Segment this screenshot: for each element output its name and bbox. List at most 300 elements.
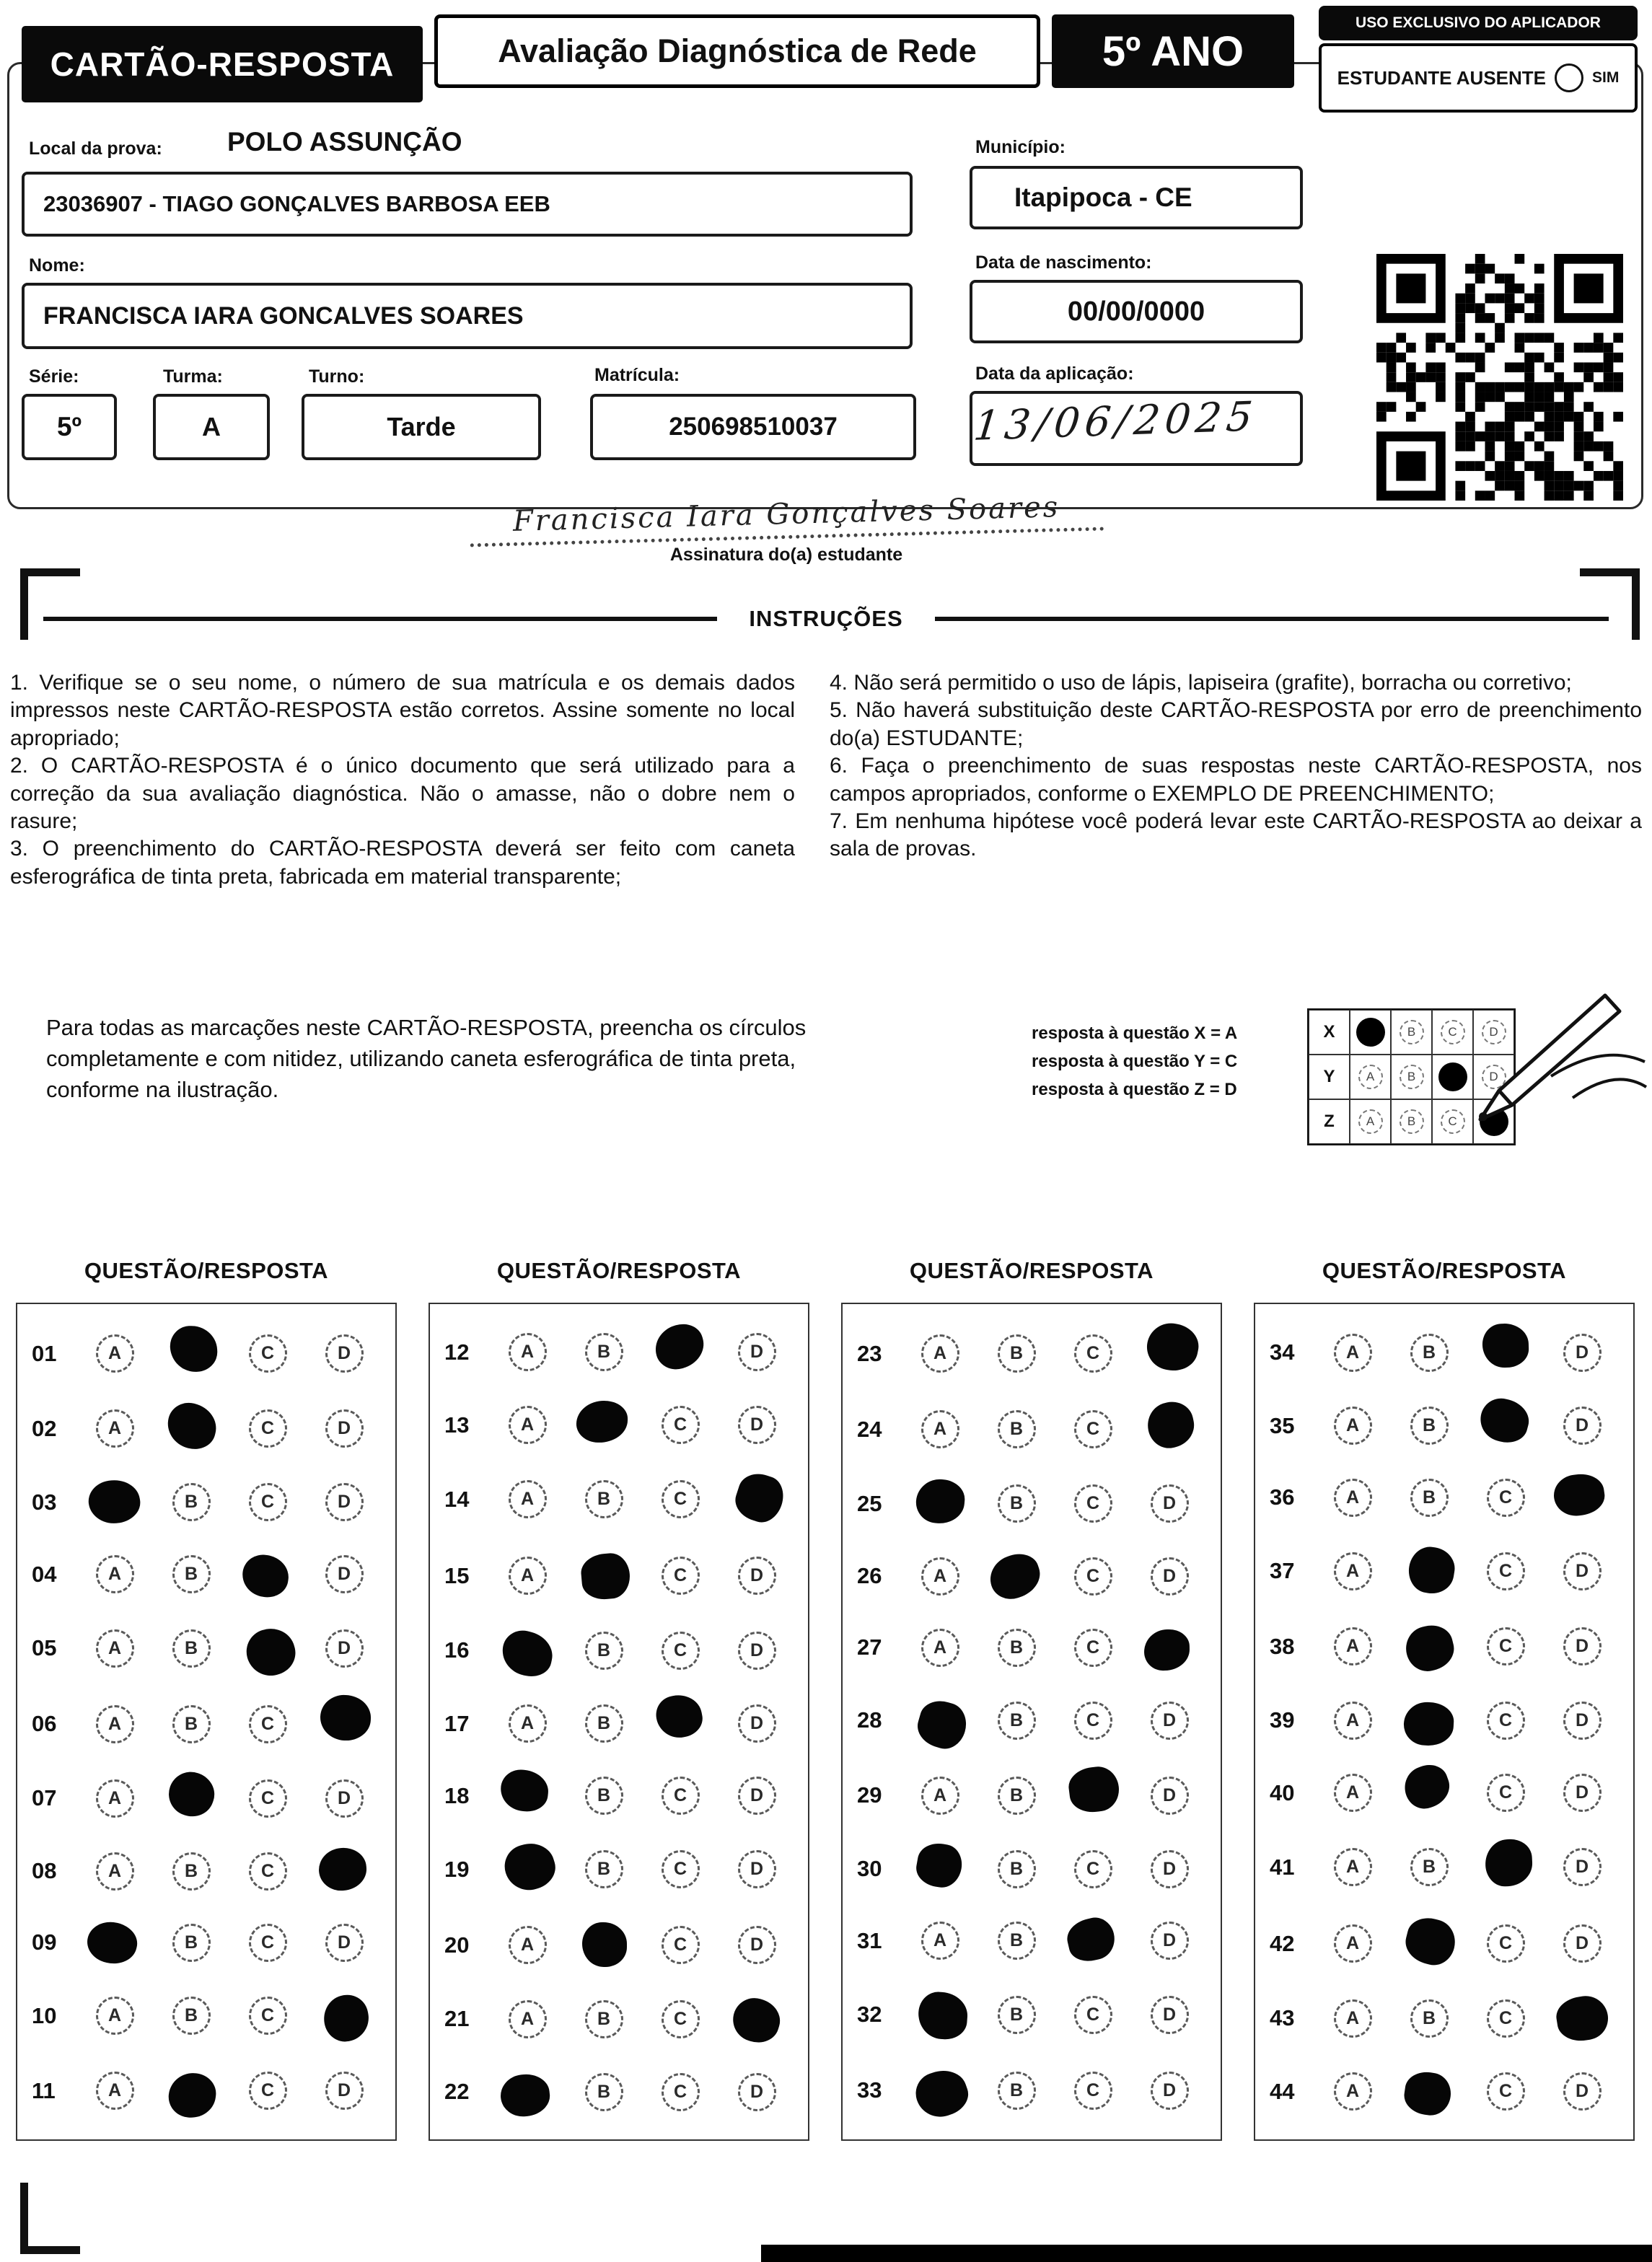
question-row: [1262, 1772, 1626, 1814]
bubble-A: A: [509, 1480, 547, 1518]
bubble-cell: [642, 1632, 719, 1670]
bubble-B: B: [998, 1629, 1036, 1667]
bubble-cell: [719, 1997, 795, 2041]
instruction-item: 5. Não haverá substituição deste CARTÃO-RESPOSTA por erro de preenchimento do(a) ESTUDANTE;: [830, 698, 1642, 750]
bubble-cell: [978, 1410, 1055, 1448]
bubble-cell: [902, 1697, 978, 1743]
bubble-C: C: [1487, 1479, 1525, 1517]
bubble-cell: [76, 1705, 153, 1743]
question-number: 10: [32, 2002, 57, 2028]
bubble-C: C: [1074, 1410, 1112, 1448]
bubble-A: A: [96, 1334, 134, 1373]
question-number: 40: [1270, 1779, 1295, 1805]
question-number: 20: [444, 1932, 470, 1958]
example-option-A: A: [1358, 1065, 1383, 1089]
bubble-D-filled: [1553, 1992, 1611, 2043]
bubble-cell: [1391, 1999, 1467, 2038]
bubble-D: D: [1151, 1484, 1189, 1523]
bubble-D: D: [738, 2073, 776, 2111]
bubble-C: C: [1487, 2072, 1525, 2111]
legend-line: resposta à questão Z = D: [1032, 1079, 1237, 1099]
question-row: [1262, 1844, 1626, 1891]
bubble-cell: [902, 1557, 978, 1596]
serie-label: Série:: [26, 366, 82, 387]
bubble-cell: [1131, 1484, 1208, 1523]
bubble-A: A: [1334, 1848, 1372, 1886]
question-row: [850, 1555, 1213, 1598]
local-value: POLO ASSUNÇÃO: [227, 127, 462, 157]
nome-field: FRANCISCA IARA GONCALVES SOARES: [22, 283, 913, 349]
question-row: [850, 1330, 1213, 1377]
question-row: [25, 1554, 388, 1596]
bubble-D: D: [1151, 1702, 1189, 1740]
example-row-label: X: [1309, 1010, 1350, 1055]
bubble-A: A: [921, 1922, 959, 1960]
bubble-cell: [76, 1481, 153, 1524]
bubble-cell: [902, 1847, 978, 1891]
bubble-A: A: [509, 2000, 547, 2038]
bubble-cell: [1391, 1548, 1467, 1594]
bubble-A: A: [1334, 1774, 1372, 1812]
bubble-cell: [1131, 1557, 1208, 1596]
bubble-B-filled: [579, 1552, 631, 1601]
bubble-D-filled: [320, 1694, 372, 1740]
bubble-cell: [978, 1777, 1055, 1815]
bubble-cell: [1544, 1477, 1620, 1518]
bubble-cell: [1467, 1924, 1544, 1963]
bubble-cell: [1314, 1702, 1391, 1740]
bubble-C: C: [662, 1406, 700, 1444]
question-number: 23: [857, 1340, 882, 1366]
bubble-D: D: [1563, 1552, 1602, 1590]
bubble-cell: [1131, 1627, 1208, 1668]
bubble-cell: [1467, 1844, 1544, 1891]
bubble-cell: [306, 1334, 382, 1373]
bubble-cell: [642, 1702, 719, 1745]
answer-column-1: [16, 1258, 397, 2141]
bubble-cell: [153, 1407, 229, 1451]
bubble-D: D: [1563, 2072, 1602, 2111]
bubble-A: A: [1334, 1702, 1372, 1740]
instruction-item: 7. Em nenhuma hipótese você poderá levar este CARTÃO-RESPOSTA ao deixar a sala de provas.: [830, 809, 1642, 861]
question-row: [850, 1697, 1213, 1743]
bubble-C: C: [249, 2072, 287, 2110]
bubble-A: A: [509, 1333, 547, 1371]
bubble-cell: [1055, 1996, 1131, 2034]
question-row: [1262, 2070, 1626, 2113]
bubble-C-filled: [1066, 1764, 1121, 1815]
bubble-cell: [566, 1333, 642, 1371]
bubble-cell: [902, 2068, 978, 2113]
bubble-cell: [719, 1777, 795, 1815]
bubble-D: D: [325, 1779, 364, 1818]
bubble-cell: [978, 1702, 1055, 1740]
bubble-cell: [1055, 1920, 1131, 1962]
bubble-A: A: [96, 1409, 134, 1448]
signature-label: Assinatura do(a) estudante: [669, 545, 903, 565]
bubble-A-filled: [913, 1696, 971, 1754]
bubble-D: D: [1151, 1996, 1189, 2034]
bubble-cell: [153, 1997, 229, 2035]
bubble-cell: [76, 1334, 153, 1373]
bubble-A-filled: [910, 2064, 973, 2124]
example-row-label: Y: [1309, 1055, 1350, 1099]
bubble-D: D: [1151, 1922, 1189, 1960]
bubble-cell: [306, 1993, 382, 2039]
bubble-cell: [153, 1924, 229, 1962]
bubble-cell: [719, 1557, 795, 1595]
bubble-cell: [1314, 1552, 1391, 1590]
bubble-B: B: [998, 1777, 1036, 1815]
answer-column-4: [1254, 1258, 1635, 2141]
bubble-cell: [1131, 1777, 1208, 1815]
bubble-C: C: [1074, 1850, 1112, 1888]
bubble-cell: [1131, 1996, 1208, 2034]
bubble-cell: [229, 1483, 306, 1521]
bubble-B-filled: [576, 1400, 628, 1443]
question-row: [25, 1702, 388, 1747]
bubble-cell: [489, 1926, 566, 1964]
bubble-A: A: [96, 1852, 134, 1891]
bubble-cell: [153, 2069, 229, 2113]
question-number: 19: [444, 1856, 470, 1882]
example-cell: [1350, 1010, 1391, 1055]
bubble-D-filled: [731, 1469, 789, 1528]
example-option-B: B: [1400, 1109, 1424, 1134]
bubble-cell: [1544, 1407, 1620, 1445]
bubble-cell: [902, 1777, 978, 1815]
bubble-cell: [566, 1704, 642, 1743]
bubble-A: A: [1334, 1627, 1372, 1665]
municipio-field: Itapipoca - CE: [970, 166, 1303, 229]
question-number: 21: [444, 2006, 470, 2032]
bubble-B: B: [1410, 1848, 1449, 1886]
bubble-C-filled: [650, 1319, 709, 1374]
bubble-cell: [566, 1850, 642, 1888]
bubble-C-filled: [1484, 1839, 1533, 1888]
answer-column-3: [841, 1258, 1222, 2141]
question-number: 14: [444, 1486, 470, 1512]
bubble-cell: [1055, 1702, 1131, 1740]
bubble-cell: [1467, 1552, 1544, 1590]
bubble-cell: [76, 1779, 153, 1818]
bubble-A: A: [509, 1406, 547, 1444]
bubble-A: A: [921, 1629, 959, 1667]
bubble-cell: [1055, 2072, 1131, 2110]
bubble-cell: [566, 2073, 642, 2111]
bubble-cell: [306, 1629, 382, 1668]
bubble-D: D: [1563, 1924, 1602, 1963]
instruction-item: 1. Verifique se o seu nome, o número de sua matrícula e os demais dados impressos neste CARTÃO-RESPOSTA estão corretos. Assine somente no local apropriado;: [10, 671, 795, 750]
bubble-D-filled: [1143, 1319, 1202, 1375]
bubble-cell: [1544, 1774, 1620, 1812]
question-number: 29: [857, 1782, 882, 1808]
bubble-cell: [229, 2072, 306, 2110]
bubble-B: B: [172, 1483, 211, 1521]
bubble-cell: [1314, 1479, 1391, 1517]
bubble-D-filled: [320, 1992, 372, 2045]
bubble-B: B: [585, 2073, 623, 2111]
bubble-cell: [978, 1922, 1055, 1960]
bubble-B-filled: [1405, 1544, 1457, 1597]
pen-icon: [1464, 990, 1652, 1145]
question-row: [1262, 1477, 1626, 1518]
question-number: 43: [1270, 2005, 1295, 2031]
answers-section: [16, 1258, 1636, 2141]
bubble-cell: [76, 2072, 153, 2110]
bubble-D: D: [1563, 1407, 1602, 1445]
bubble-C-filled: [240, 1552, 291, 1599]
bubble-cell: [1544, 1702, 1620, 1740]
bubble-cell: [1391, 1699, 1467, 1742]
instructions-columns: [10, 669, 1642, 891]
bubble-cell: [76, 1997, 153, 2035]
scan-edge-bar: [761, 2245, 1652, 2262]
bubble-cell: [1467, 1999, 1544, 2038]
bubble-cell: [1391, 2070, 1467, 2113]
bubble-cell: [902, 1922, 978, 1960]
bubble-cell: [1467, 1479, 1544, 1517]
bubble-C: C: [1074, 1629, 1112, 1667]
example-filled-A: [1356, 1018, 1385, 1047]
bubble-A-filled: [499, 1837, 561, 1896]
bubble-cell: [306, 2072, 382, 2110]
question-number: 32: [857, 2002, 882, 2028]
question-number: 12: [444, 1339, 470, 1365]
bubble-A: A: [1334, 1552, 1372, 1590]
example-option-D: D: [1482, 1065, 1506, 1089]
question-row: [437, 1553, 801, 1598]
question-row: [850, 1482, 1213, 1526]
bubble-D: D: [1563, 1627, 1602, 1665]
bubble-C: C: [1074, 1557, 1112, 1596]
question-row: [437, 1923, 801, 1968]
question-row: [25, 1777, 388, 1821]
question-row: [850, 2068, 1213, 2113]
bubble-C: C: [1074, 2072, 1112, 2110]
question-row: [25, 1850, 388, 1893]
bubble-A: A: [921, 1777, 959, 1815]
bubble-A: A: [96, 1997, 134, 2035]
turno-field: Tarde: [302, 394, 541, 460]
bubble-cell: [489, 2000, 566, 2038]
bubble-cell: [1544, 1552, 1620, 1590]
bubble-A: A: [1334, 1407, 1372, 1445]
question-number: 28: [857, 1707, 882, 1733]
bubble-A: A: [96, 2072, 134, 2110]
bubble-cell: [642, 1480, 719, 1518]
bubble-cell: [489, 2071, 566, 2113]
question-number: 30: [857, 1856, 882, 1882]
bubble-C: C: [662, 1632, 700, 1670]
qr-code: [1376, 254, 1623, 501]
bubble-B: B: [998, 1484, 1036, 1523]
bubble-D-filled: [1143, 1398, 1198, 1452]
bubble-D: D: [1151, 1777, 1189, 1815]
bubble-D: D: [738, 1632, 776, 1670]
bubble-C: C: [249, 1852, 287, 1891]
bubble-cell: [719, 1406, 795, 1444]
bubble-cell: [1314, 1627, 1391, 1665]
bubble-cell: [229, 1334, 306, 1373]
bubble-C: C: [662, 2073, 700, 2111]
question-number: 44: [1270, 2078, 1295, 2104]
bubble-A-filled: [498, 2072, 552, 2119]
nascimento-field: 00/00/0000: [970, 280, 1303, 343]
bubble-D-filled: [727, 1993, 785, 2048]
bubble-B: B: [585, 2000, 623, 2038]
bubble-A: A: [1334, 1924, 1372, 1963]
bubble-cell: [1467, 1774, 1544, 1812]
example-cell: [1391, 1055, 1432, 1099]
bubble-cell: [489, 1629, 566, 1673]
question-number: 27: [857, 1634, 882, 1660]
bubble-cell: [719, 1850, 795, 1888]
answer-column-box: [16, 1303, 397, 2141]
bubble-B: B: [585, 1704, 623, 1743]
bubble-cell: [489, 1480, 566, 1518]
bubble-cell: [153, 1777, 229, 1821]
turma-label: Turma:: [160, 366, 226, 387]
bubble-cell: [153, 1705, 229, 1743]
card-title: CARTÃO-RESPOSTA: [22, 26, 423, 102]
bubble-cell: [978, 1996, 1055, 2034]
bubble-D: D: [325, 1629, 364, 1668]
aplicacao-label: Data da aplicação:: [972, 364, 1137, 384]
bubble-cell: [1055, 1629, 1131, 1667]
bubble-cell: [1467, 1627, 1544, 1665]
bubble-cell: [229, 1779, 306, 1818]
bubble-cell: [1544, 1924, 1620, 1963]
bubble-B: B: [585, 1850, 623, 1888]
municipio-label: Município:: [972, 137, 1068, 158]
aplicador-label: USO EXCLUSIVO DO APLICADOR: [1319, 6, 1638, 40]
bubble-cell: [306, 1555, 382, 1593]
question-row: [437, 1847, 801, 1893]
question-number: 34: [1270, 1339, 1295, 1365]
bubble-cell: [306, 1850, 382, 1893]
bubble-cell: [229, 1625, 306, 1672]
bubble-C: C: [1074, 1702, 1112, 1740]
bubble-cell: [1391, 1921, 1467, 1966]
bubble-cell: [229, 1924, 306, 1962]
bubble-B-filled: [169, 1324, 218, 1373]
bubble-cell: [902, 1410, 978, 1448]
bubble-D-filled: [1551, 1471, 1607, 1518]
bubble-cell: [1131, 2072, 1208, 2110]
bubble-B: B: [1410, 1479, 1449, 1517]
bubble-cell: [1391, 1848, 1467, 1886]
bubble-cell: [642, 1926, 719, 1964]
bubble-A-filled: [914, 1477, 966, 1526]
bubble-cell: [566, 1632, 642, 1670]
bubble-B: B: [998, 1702, 1036, 1740]
bubble-B: B: [998, 1922, 1036, 1960]
bubble-cell: [489, 1847, 566, 1893]
bubble-cell: [1055, 1484, 1131, 1523]
bubble-C: C: [249, 1779, 287, 1818]
bubble-D: D: [738, 1557, 776, 1595]
bubble-C: C: [662, 1557, 700, 1595]
example-option-D: D: [1482, 1020, 1506, 1044]
bubble-A: A: [1334, 2072, 1372, 2111]
example-option-B: B: [1400, 1065, 1424, 1089]
bubble-cell: [153, 1331, 229, 1377]
bubble-C-filled: [241, 1623, 300, 1681]
bubble-cell: [642, 1777, 719, 1815]
bubble-C: C: [1074, 1484, 1112, 1523]
bubble-A-filled: [85, 1476, 143, 1526]
example-cell: [1391, 1099, 1432, 1144]
bubble-cell: [76, 1852, 153, 1891]
bubble-cell: [1055, 1850, 1131, 1888]
bubble-A: A: [921, 1410, 959, 1448]
question-number: 37: [1270, 1558, 1295, 1584]
answer-column-2: [429, 1258, 809, 2141]
bubble-C: C: [1487, 1924, 1525, 1963]
question-row: [850, 1407, 1213, 1452]
absent-circle-icon: [1555, 63, 1583, 92]
bubble-cell: [1131, 1922, 1208, 1960]
bubble-cell: [1314, 1848, 1391, 1886]
local-label: Local da prova:: [26, 138, 165, 159]
bubble-D: D: [738, 1406, 776, 1444]
question-number: 41: [1270, 1854, 1295, 1880]
bubble-cell: [229, 1852, 306, 1891]
example-option-C: C: [1441, 1020, 1465, 1044]
bubble-cell: [229, 1997, 306, 2035]
nascimento-label: Data de nascimento:: [972, 252, 1155, 273]
question-number: 39: [1270, 1707, 1295, 1733]
bubble-cell: [306, 1409, 382, 1448]
bubble-B: B: [585, 1333, 623, 1371]
bubble-cell: [1314, 2072, 1391, 2111]
question-row: [850, 1847, 1213, 1891]
turno-label: Turno:: [306, 366, 367, 387]
nome-label: Nome:: [26, 255, 88, 276]
instructions-left-column: [10, 669, 795, 891]
bubble-A: A: [96, 1555, 134, 1593]
question-number: 16: [444, 1637, 470, 1663]
bubble-A: A: [921, 1557, 959, 1596]
question-row: [437, 2071, 801, 2113]
bubble-D: D: [325, 2072, 364, 2110]
instruction-item: 3. O preenchimento do CARTÃO-RESPOSTA deverá ser feito com caneta esferográfica de tinta preta, fabricada em material transparente;: [10, 837, 795, 889]
bubble-cell: [489, 1557, 566, 1595]
question-row: [25, 1922, 388, 1963]
bubble-cell: [1391, 1334, 1467, 1372]
bubble-A: A: [96, 1705, 134, 1743]
question-number: 31: [857, 1927, 882, 1953]
bubble-cell: [642, 1850, 719, 1888]
bubble-C: C: [1487, 1999, 1525, 2038]
bubble-A-filled: [498, 1768, 550, 1814]
bubble-B: B: [585, 1777, 623, 1815]
instructions-title: INSTRUÇÕES: [749, 606, 903, 631]
bubble-cell: [902, 1482, 978, 1526]
bubble-cell: [1467, 2072, 1544, 2111]
bubble-cell: [1544, 2072, 1620, 2111]
bubble-cell: [1467, 1331, 1544, 1375]
bubble-cell: [642, 2073, 719, 2111]
bubble-D: D: [1563, 1774, 1602, 1812]
bubble-A: A: [1334, 1479, 1372, 1517]
example-filled-C: [1438, 1062, 1467, 1091]
bubble-A: A: [921, 1334, 959, 1373]
question-number: 22: [444, 2079, 470, 2105]
bubble-D: D: [738, 1850, 776, 1888]
question-row: [1262, 1921, 1626, 1966]
